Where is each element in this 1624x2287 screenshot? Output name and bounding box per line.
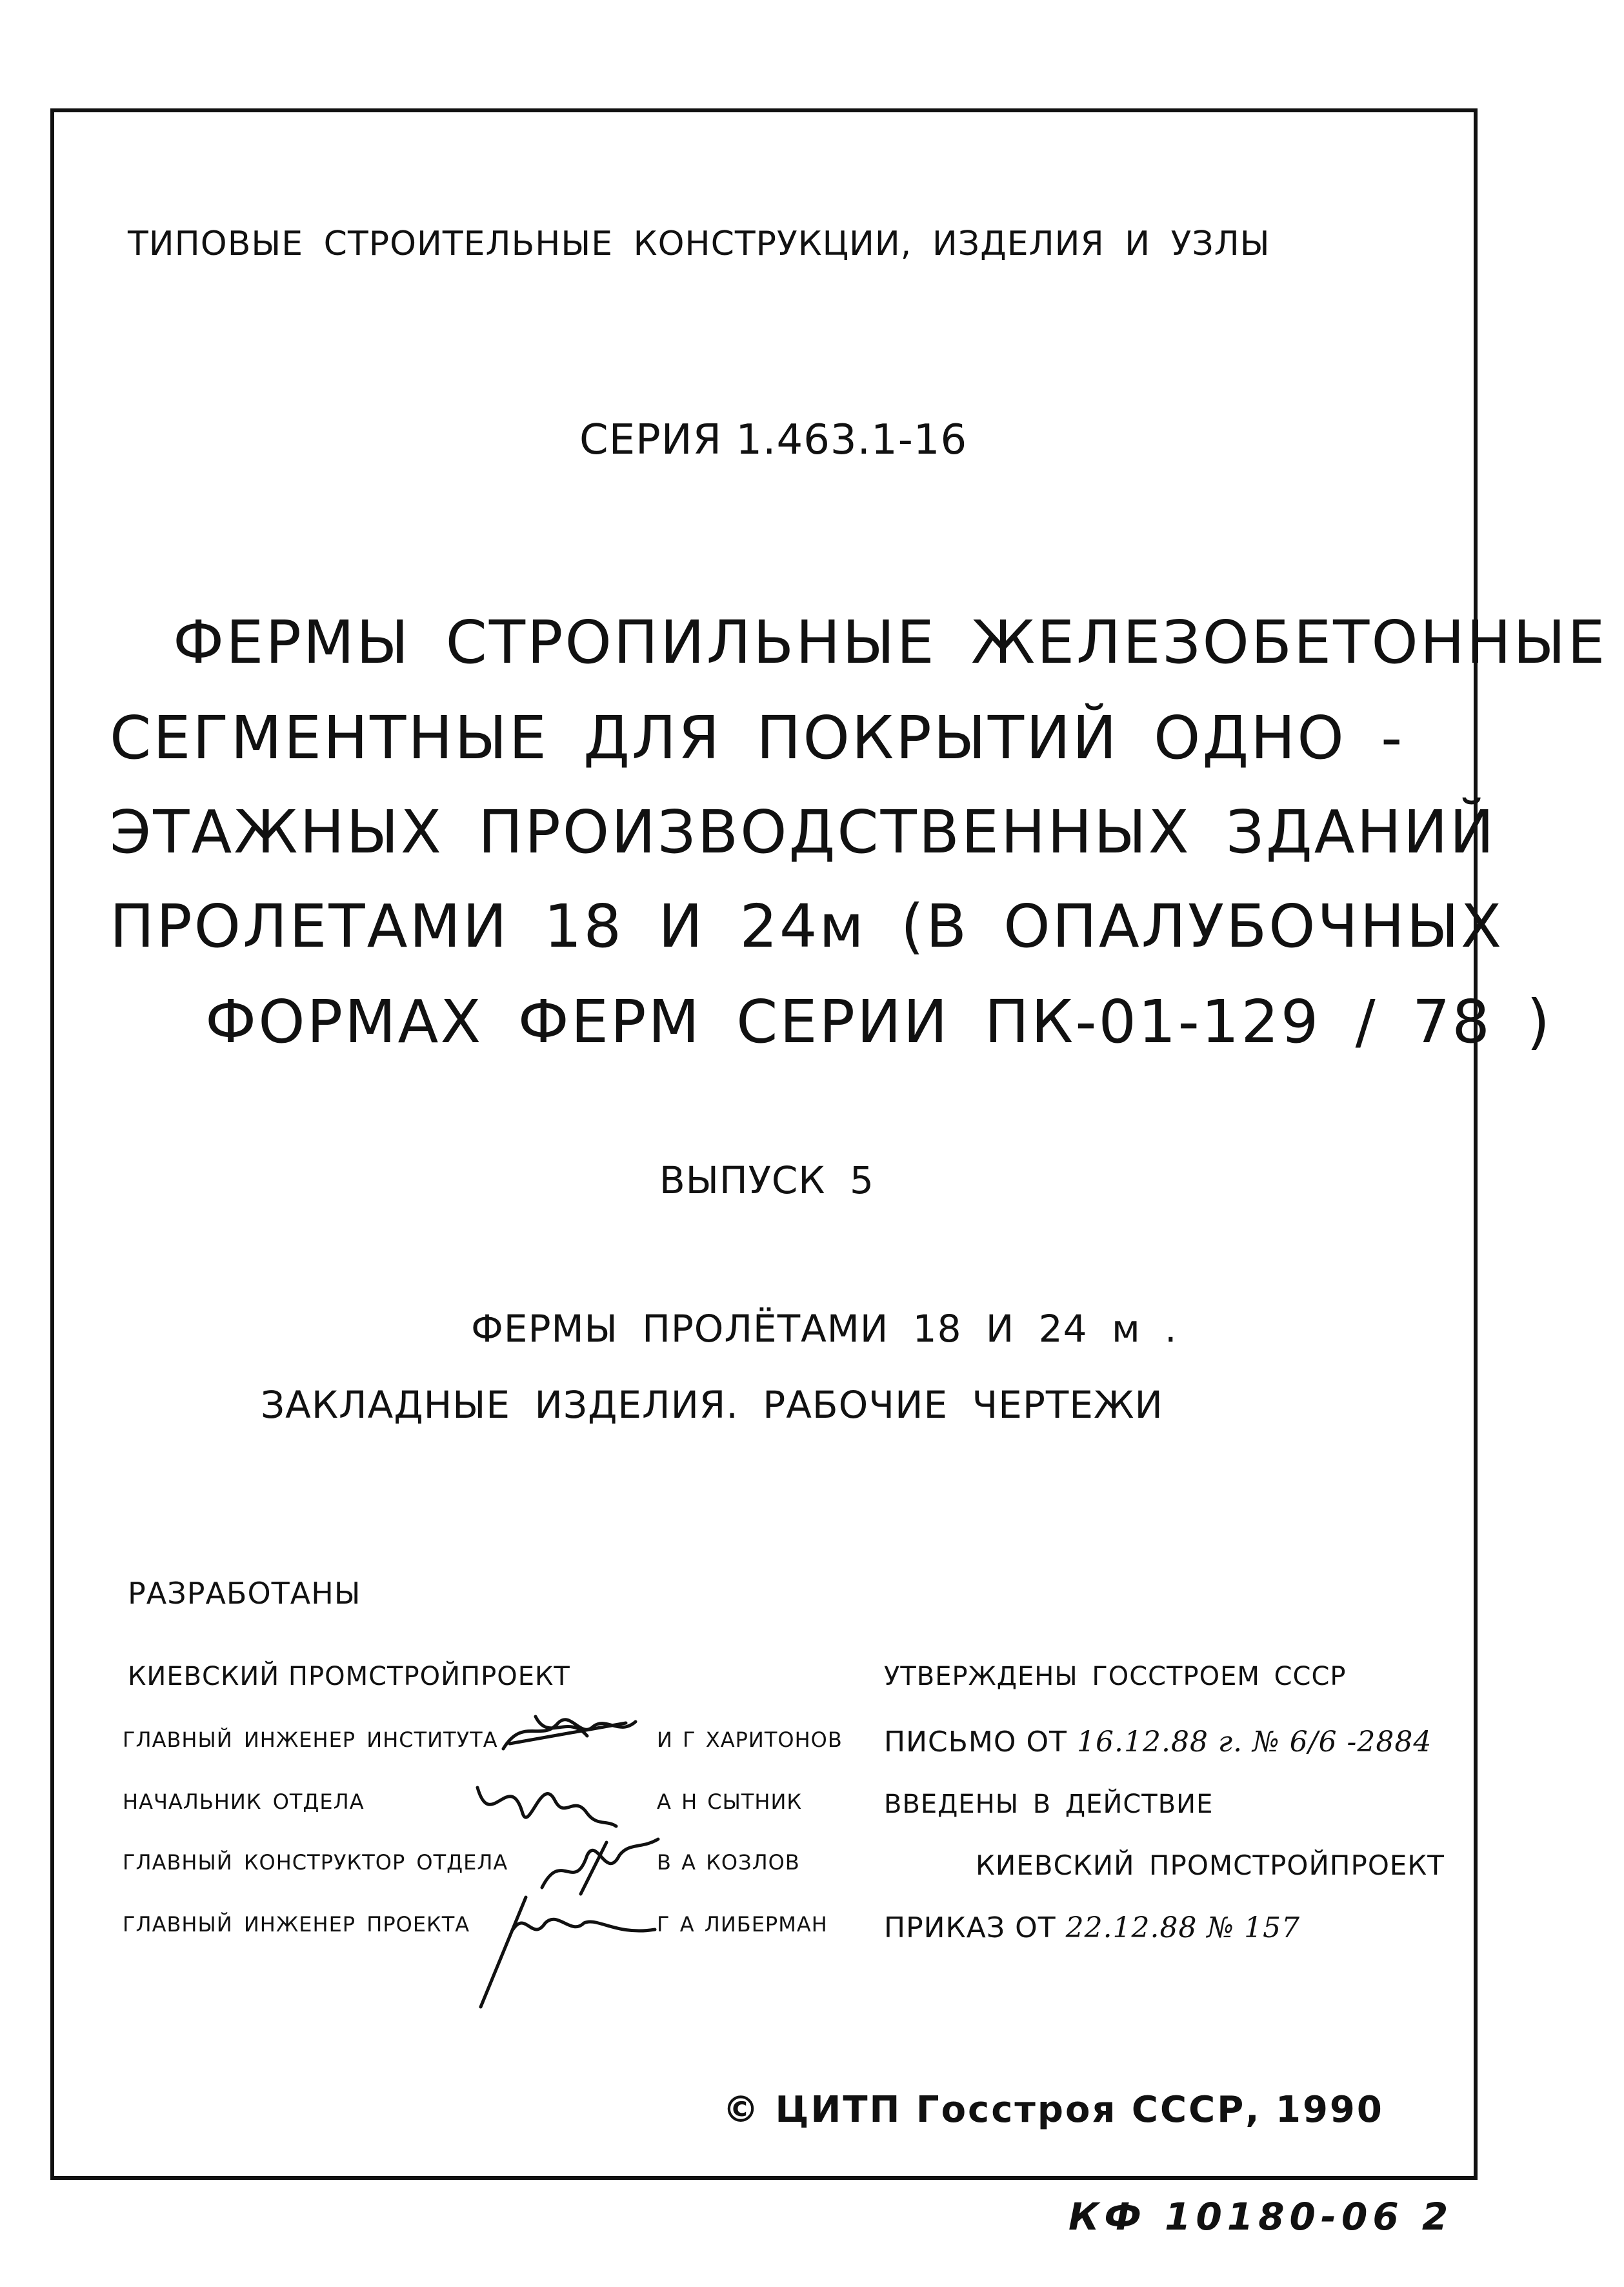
role-department-head: НАЧАЛЬНИК ОТДЕЛА — [123, 1789, 365, 1814]
series-number: СЕРИЯ 1.463.1-16 — [579, 416, 968, 464]
role-chief-designer-department: ГЛАВНЫЙ КОНСТРУКТОР ОТДЕЛА — [123, 1850, 508, 1875]
person-sytnik: А Н СЫТНИК — [657, 1789, 803, 1814]
developer-org: КИЕВСКИЙ ПРОМСТРОЙПРОЕКТ — [128, 1662, 570, 1691]
person-liberman: Г А ЛИБЕРМАН — [657, 1912, 828, 1937]
letter-value: 16.12.88 г. № 6/6 -2884 — [1077, 1726, 1432, 1758]
person-kozlov: В А КОЗЛОВ — [657, 1850, 800, 1875]
subtitle-line-1: ФЕРМЫ ПРОЛЁТАМИ 18 И 24 м . — [471, 1307, 1178, 1351]
title-line-1: ФЕРМЫ СТРОПИЛЬНЫЕ ЖЕЛЕЗОБЕТОННЫЕ — [173, 608, 1607, 677]
approved-by: УТВЕРЖДЕНЫ ГОССТРОЕМ СССР — [884, 1662, 1347, 1691]
signature-kharitonov — [497, 1704, 658, 1762]
copyright: © ЦИТП Госстроя СССР, 1990 — [723, 2089, 1384, 2131]
signature-liberman — [468, 1884, 661, 2013]
title-line-2: СЕГМЕНТНЫЕ ДЛЯ ПОКРЫТИЙ ОДНО - — [110, 703, 1405, 772]
role-chief-project-engineer: ГЛАВНЫЙ ИНЖЕНЕР ПРОЕКТА — [123, 1912, 470, 1937]
person-kharitonov: И Г ХАРИТОНОВ — [657, 1728, 843, 1752]
footer-code: КФ 10180-06 2 — [1068, 2195, 1454, 2239]
order-value: 22.12.88 № 157 — [1065, 1911, 1301, 1944]
subtitle-line-2: ЗАКЛАДНЫЕ ИЗДЕЛИЯ. РАБОЧИЕ ЧЕРТЕЖИ — [261, 1383, 1163, 1427]
role-chief-engineer-institute: ГЛАВНЫЙ ИНЖЕНЕР ИНСТИТУТА — [123, 1728, 498, 1752]
document-header: ТИПОВЫЕ СТРОИТЕЛЬНЫЕ КОНСТРУКЦИИ, ИЗДЕЛИЯ И УЗЛЫ — [128, 225, 1270, 263]
approval-letter — [884, 1728, 1432, 1757]
title-line-5: ФОРМАХ ФЕРМ СЕРИИ ПК-01-129 / 78 ) — [205, 987, 1552, 1056]
title-line-3: ЭТАЖНЫХ ПРОИЗВОДСТВЕННЫХ ЗДАНИЙ — [110, 798, 1496, 867]
order-label: ПРИКАЗ ОТ — [884, 1911, 1056, 1944]
title-line-4: ПРОЛЕТАМИ 18 И 24м (В ОПАЛУБОЧНЫХ — [110, 892, 1504, 961]
letter-label: ПИСЬМО ОТ — [884, 1726, 1067, 1758]
enacted-org: КИЕВСКИЙ ПРОМСТРОЙПРОЕКТ — [976, 1849, 1445, 1881]
signature-sytnik — [465, 1762, 619, 1839]
developed-label: РАЗРАБОТАНЫ — [128, 1576, 361, 1611]
enacted-label: ВВЕДЕНЫ В ДЕЙСТВИЕ — [884, 1789, 1214, 1819]
issue-number: ВЫПУСК 5 — [659, 1158, 874, 1202]
order-line — [884, 1911, 1301, 1944]
